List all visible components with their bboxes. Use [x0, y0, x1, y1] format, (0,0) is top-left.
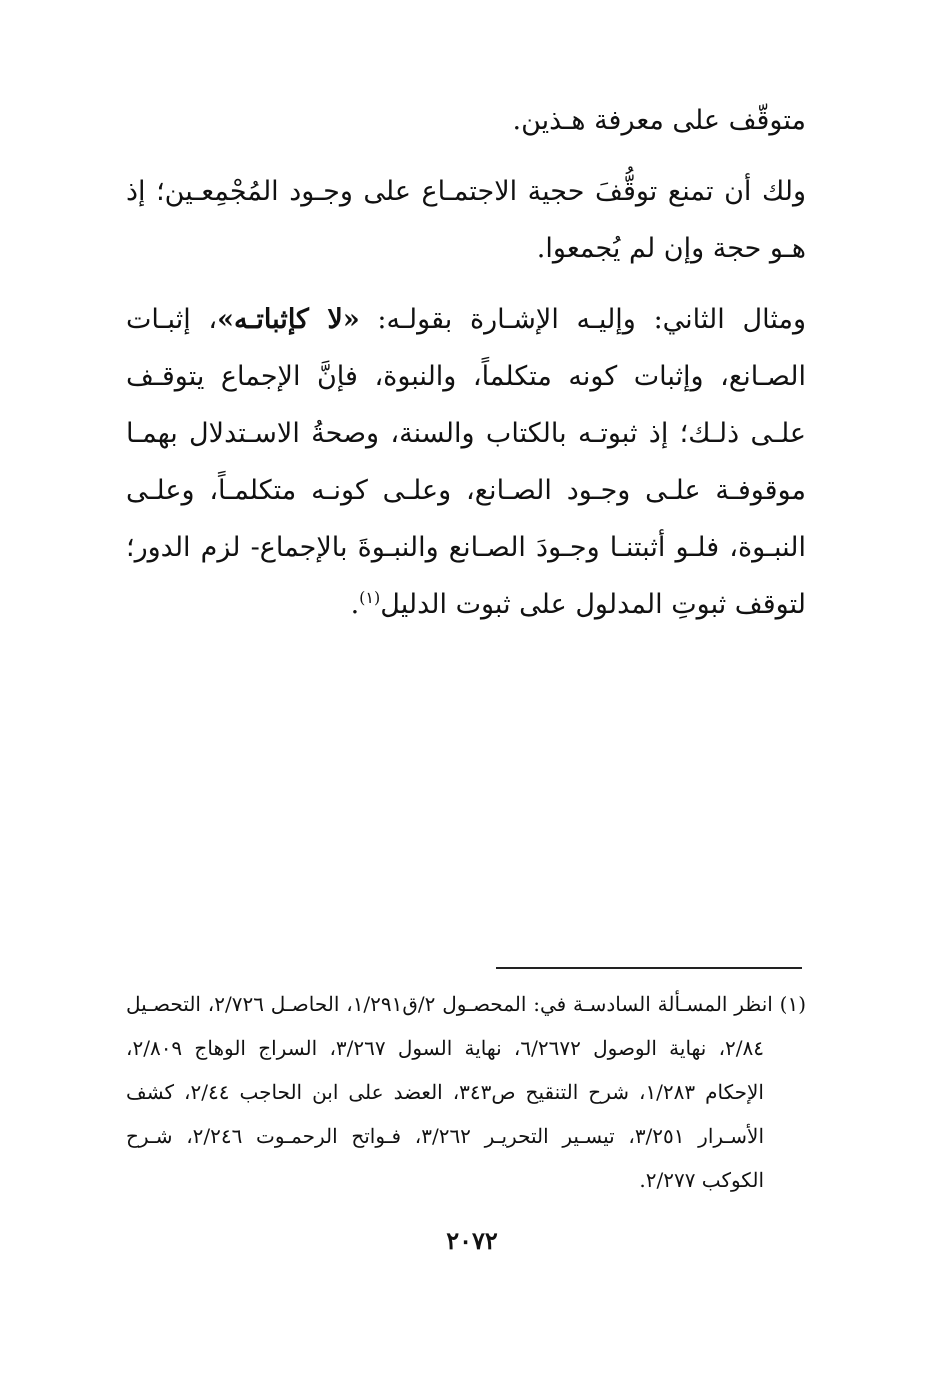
- paragraph-text: ولك أن تمنع توقُّفَ حجية الاجتمـاع على وجـود المُجْمِعـين؛ إذ هـو حجة وإن لم يُجمعوا.: [126, 176, 806, 264]
- paragraph-end: .: [350, 589, 360, 620]
- main-text: [126, 92, 806, 633]
- paragraph: [126, 92, 806, 149]
- footnote-line: الإحكام ١/٢٨٣، شرح التنقيح ص٣٤٣، العضد على ابن الحاجب ٢/٤٤، كشف: [126, 1080, 764, 1104]
- page-number: ٢٠٧٢: [446, 1226, 498, 1255]
- paragraph-text: متوقّف على معرفة هـذين.: [512, 105, 806, 136]
- quoted-phrase: «لا كإثباتـه»: [217, 304, 360, 335]
- paragraph-text: ، إثبـات الصـانع، وإثبات كونه متكلماً، والنبوة، فإنَّ الإجماع يتوقـف علـى ذلـك؛ إذ ثبوتـه بالكتاب والسنة، وصحةُ الاسـتدلال بهمـا موقوفـة علـى وجـود الصـانع، وعلـى كونـه متكلمـاً، وعلـى النبـوة، فلـو أثبتنـا وجـودَ الصـانع والنبـوةَ بالإجماع- لزم الدور؛ لتوقف ثبوتِ المدلول على ثبوت الدليل: [126, 304, 806, 620]
- paragraph: [126, 291, 806, 633]
- footnote-separator: [496, 967, 802, 969]
- footnote-line: ٢/٨٤، نهاية الوصول ٦/٢٦٧٢، نهاية السول ٣/٢٦٧، السراج الوهاج ٢/٨٠٩،: [126, 1036, 764, 1060]
- paragraph: [126, 163, 806, 277]
- paragraph-text: ومثال الثاني: وإليـه الإشـارة بقولـه:: [359, 304, 806, 335]
- footnote: [126, 982, 806, 1202]
- footnote-line: (١) انظر المسـألة السادسـة في: المحصـول ٢/ق١/٢٩١، الحاصـل ٢/٧٢٦، التحصـيل: [126, 992, 807, 1016]
- footnote-reference[interactable]: (١): [359, 588, 381, 607]
- footnote-line: الكوكب ٢/٢٧٧.: [639, 1168, 764, 1192]
- footnote-line: الأسـرار ٣/٢٥١، تيسـير التحريـر ٣/٢٦٢، فـواتح الرحمـوت ٢/٢٤٦، شـرح: [126, 1124, 765, 1148]
